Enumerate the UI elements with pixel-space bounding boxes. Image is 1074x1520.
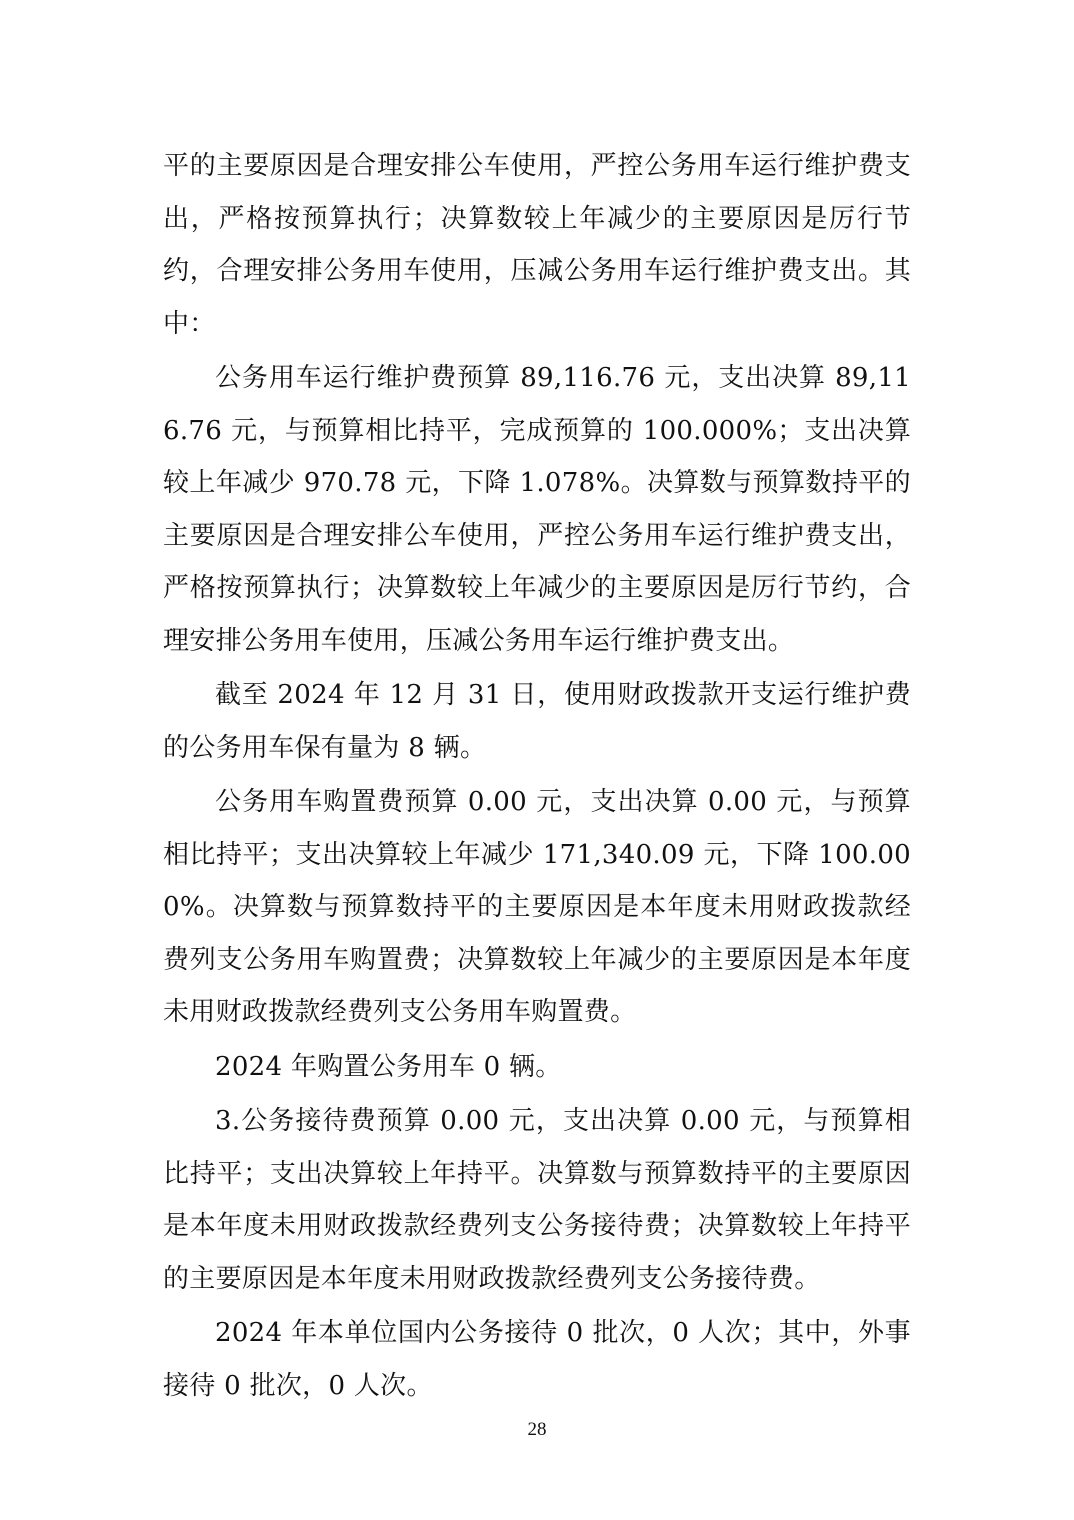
page-number: 28 [527, 1419, 547, 1440]
paragraph-vehicle-count: 截至 2024 年 12 月 31 日，使用财政拨款开支运行维护费的公务用车保有量为 8 辆。 [163, 680, 911, 763]
paragraph-vehicle-purchase-fee: 公务用车购置费预算 0.00 元，支出决算 0.00 元，与预算相比持平；支出决算较上年减少 171,340.09 元，下降 100.000%。决算数与预算数持平的主要原因是本年度未用财政拨款经费列支公务用车购置费；决算数较上年减少的主要原因是本年度未用财政拨款经费列支公务用车购置费。 [163, 787, 911, 1027]
paragraph-continuation: 平的主要原因是合理安排公车使用，严控公务用车运行维护费支出，严格按预算执行；决算数较上年减少的主要原因是厉行节约，合理安排公务用车使用，压减公务用车运行维护费支出。其中： [163, 151, 911, 339]
paragraph-vehicle-maintenance-fee: 公务用车运行维护费预算 89,116.76 元，支出决算 89,116.76 元，与预算相比持平，完成预算的 100.000%；支出决算较上年减少 970.78 元，下降 1.078%。决算数与预算数持平的主要原因是合理安排公车使用，严控公务用车运行维护费支出，严格按预算执行；决算数较上年减少的主要原因是厉行节约，合理安排公务用车使用，压减公务用车运行维护费支出。 [163, 363, 911, 656]
paragraph-reception-fee: 3.公务接待费预算 0.00 元，支出决算 0.00 元，与预算相比持平；支出决算较上年持平。决算数与预算数持平的主要原因是本年度未用财政拨款经费列支公务接待费；决算数较上年持平的主要原因是本年度未用财政拨款经费列支公务接待费。 [163, 1106, 911, 1294]
paragraph-vehicles-purchased: 2024 年购置公务用车 0 辆。 [215, 1051, 562, 1082]
document-body [163, 140, 911, 1414]
paragraph-reception-count: 2024 年本单位国内公务接待 0 批次，0 人次；其中，外事接待 0 批次，0 人次。 [163, 1318, 911, 1401]
